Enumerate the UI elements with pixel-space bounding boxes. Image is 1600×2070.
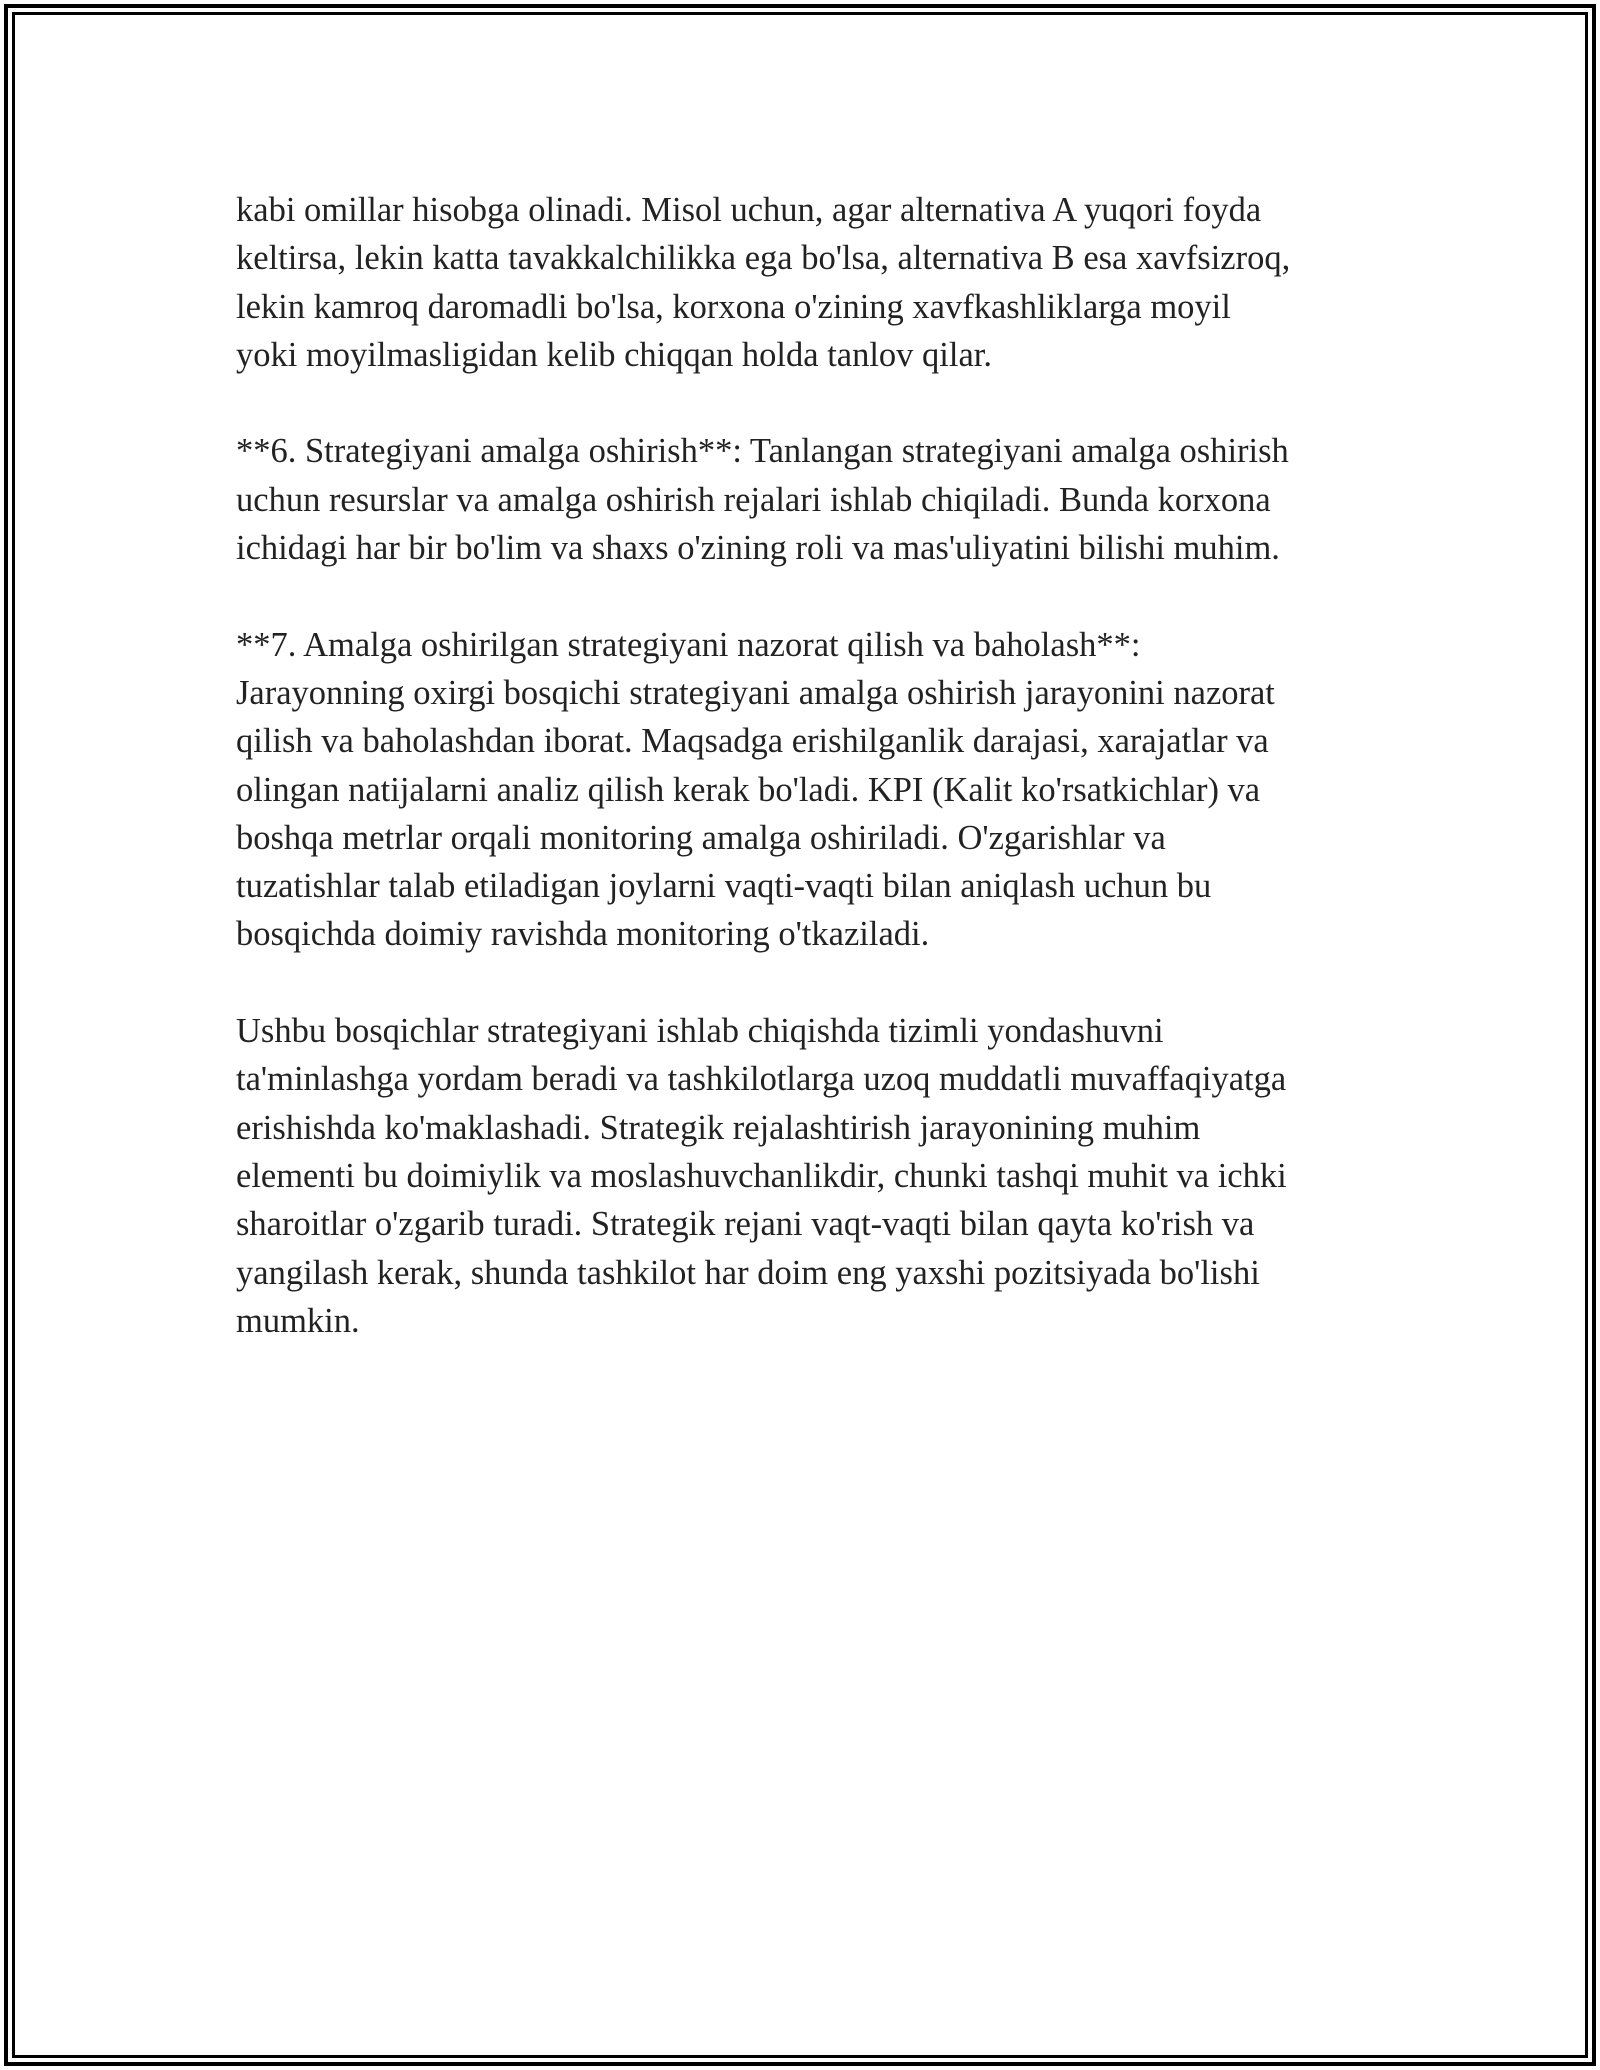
text-line: Jarayonning oxirgi bosqichi strategiyani amalga oshirish jarayonini nazorat [236,673,1275,712]
text-line: yoki moyilmasligidan kelib chiqqan holda tanlov qilar. [236,335,993,374]
text-line: **7. Amalga oshirilgan strategiyani nazorat qilish va baholash**: [236,625,1141,664]
text-line: kabi omillar hisobga olinadi. Misol uchun, agar alternativa A yuqori foyda [236,191,1262,229]
paragraph-alternatives [236,186,1376,379]
text-line: ta'minlashga yordam beradi va tashkilotlarga uzoq muddatli muvaffaqiyatga [236,1060,1287,1099]
text-line: sharoitlar o'zgarib turadi. Strategik rejani vaqt-vaqti bilan qayta ko'rish va [236,1205,1255,1244]
text-line: ichidagi har bir bo'lim va shaxs o'zining roli va mas'uliyatini bilishi muhim. [236,529,1280,568]
text-line: Ushbu bosqichlar strategiyani ishlab chiqishda tizimli yondashuvni [236,1012,1164,1051]
text-line: qilish va baholashdan iborat. Maqsadga erishilganlik darajasi, xarajatlar va [236,722,1269,761]
paragraph-step-7 [236,621,1376,959]
paragraph-conclusion [236,1007,1376,1345]
text-line: tuzatishlar talab etiladigan joylarni vaqti-vaqti bilan aniqlash uchun bu [236,867,1212,906]
text-line: boshqa metrlar orqali monitoring amalga oshiriladi. O'zgarishlar va [236,818,1166,857]
text-line: yangilash kerak, shunda tashkilot har doim eng yaxshi pozitsiyada bo'lishi [236,1253,1260,1292]
document-body [236,186,1376,1393]
text-line: keltirsa, lekin katta tavakkalchilikka ega bo'lsa, alternativa B esa xavfsizroq, [236,239,1291,278]
text-line: erishishda ko'maklashadi. Strategik rejalashtirish jarayonining muhim [236,1108,1201,1147]
paragraph-step-6 [236,427,1376,572]
text-line: mumkin. [236,1301,360,1340]
text-line: uchun resurslar va amalga oshirish rejalari ishlab chiqiladi. Bunda korxona [236,480,1271,519]
text-line: lekin kamroq daromadli bo'lsa, korxona o'zining xavfkashliklarga moyil [236,287,1231,326]
text-line: olingan natijalarni analiz qilish kerak bo'ladi. KPI (Kalit ko'rsatkichlar) va [236,770,1261,809]
text-line: bosqichda doimiy ravishda monitoring o'tkaziladi. [236,915,930,954]
text-line: elementi bu doimiylik va moslashuvchanlikdir, chunki tashqi muhit va ichki [236,1156,1287,1195]
text-line: **6. Strategiyani amalga oshirish**: Tanlangan strategiyani amalga oshirish [236,432,1289,471]
